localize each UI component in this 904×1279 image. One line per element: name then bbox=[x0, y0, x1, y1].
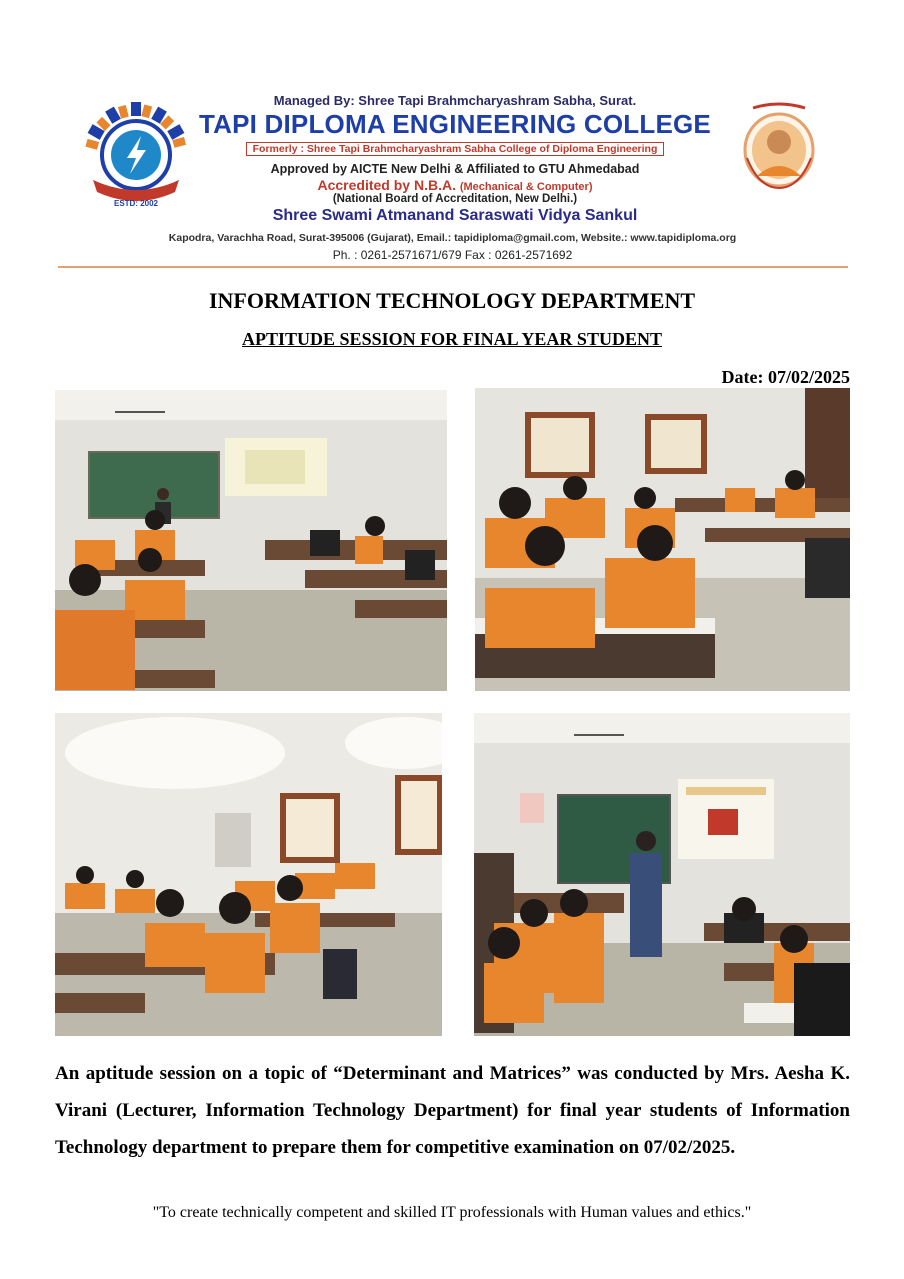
session-photo-1 bbox=[55, 390, 447, 691]
session-description: An aptitude session on a topic of “Determinant and Matrices” was conducted by Mrs. Aesha K. Virani (Lecturer, Information Technology Department) for final year students of Information Technology department to prepare them for competitive examination on 07/02/2025. bbox=[55, 1063, 850, 1158]
college-name: TAPI DIPLOMA ENGINEERING COLLEGE bbox=[199, 109, 711, 139]
college-logo-icon bbox=[83, 100, 189, 210]
sankul-name: Shree Swami Atmanand Saraswati Vidya Sankul bbox=[272, 207, 638, 224]
formerly-name: Formerly : Shree Tapi Brahmcharyashram Sabha College of Diploma Engineering bbox=[246, 142, 665, 156]
session-photo-2 bbox=[475, 388, 850, 691]
session-photo-4 bbox=[474, 713, 850, 1036]
letterhead bbox=[55, 88, 850, 268]
accredited-label: Accredited by N.B.A. bbox=[317, 177, 456, 193]
session-title: APTITUDE SESSION FOR FINAL YEAR STUDENT bbox=[242, 329, 662, 349]
logo-estd: ESTD: 2002 bbox=[113, 199, 159, 208]
session-date: Date: 07/02/2025 bbox=[721, 367, 850, 387]
accredited-branches: (Mechanical & Computer) bbox=[459, 181, 593, 193]
address-line: Kapodra, Varachha Road, Surat-395006 (Gujarat), Email.: tapidiploma@gmail.com, Website.: www.tapidiploma.org bbox=[168, 232, 737, 244]
accreditation-line bbox=[175, 177, 735, 193]
founder-portrait-seal-icon bbox=[739, 98, 819, 190]
approval-line: Approved by AICTE New Delhi & Affiliated to GTU Ahmedabad bbox=[270, 162, 640, 176]
department-title: INFORMATION TECHNOLOGY DEPARTMENT bbox=[208, 288, 696, 313]
phone-line: Ph. : 0261-2571671/679 Fax : 0261-2571692 bbox=[332, 248, 573, 262]
letterhead-divider bbox=[58, 266, 848, 268]
department-motto: "To create technically competent and skilled IT professionals with Human values and ethics." bbox=[152, 1204, 752, 1221]
nba-full-name: (National Board of Accreditation, New Delhi.) bbox=[332, 193, 578, 205]
managed-by: Managed By: Shree Tapi Brahmcharyashram Sabha, Surat. bbox=[273, 93, 637, 108]
letterhead-text bbox=[175, 88, 735, 225]
session-photo-3 bbox=[55, 713, 442, 1036]
